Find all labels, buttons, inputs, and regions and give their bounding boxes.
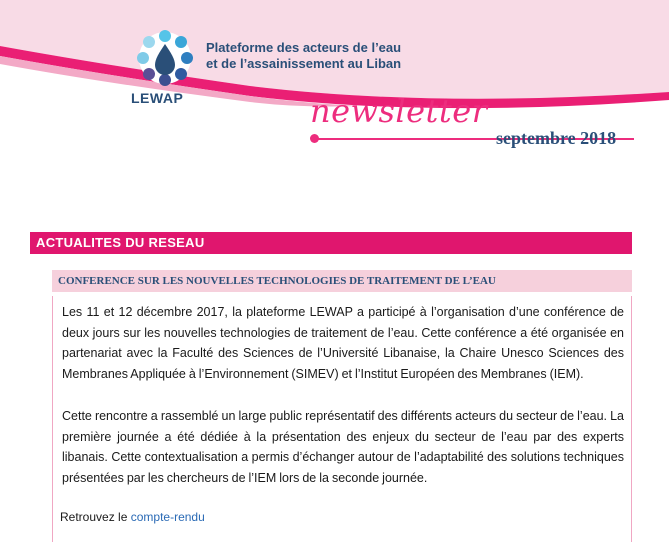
lewap-logo-icon [134,22,196,88]
section-heading: ACTUALITES DU RESEAU [30,232,632,254]
organization-name [206,40,401,72]
newsletter-dot [310,134,319,143]
org-name-line-2: et de l’assainissement au Liban [206,56,402,71]
report-link-line [60,510,205,524]
article-title: CONFERENCE SUR LES NOUVELLES TECHNOLOGIES DE TRAITEMENT DE L’EAU [52,270,632,292]
logo-text: LEWAP [131,90,184,106]
report-link-prefix: Retrouvez le [60,510,128,524]
compte-rendu-link[interactable]: compte-rendu [130,510,205,524]
newsletter-title: newsletter [310,92,488,130]
article-paragraph-2: Cette rencontre a rassemblé un large public représentatif des différents acteurs du secteur de l’eau. La première journée a été dédiée à la présentation des enjeux du secteur de l’eau par des experts libanais. Cette contextualisation a permis d’échanger autour de l’adaptabilité des solutions techniques présentées par les chercheurs de l’IEM lors de la seconde journée. [62,409,624,485]
newsletter-date: septembre 2018 [496,128,617,148]
org-name-line-1: Plateforme des acteurs de l’eau [206,40,402,55]
article-paragraph-1: Les 11 et 12 décembre 2017, la plateforme LEWAP a participé à l’organisation d’une conférence de deux jours sur les nouvelles technologies de traitement de l’eau. Cette conférence a été organisée en partenariat avec la Faculté des Sciences de l’Université Libanaise, la Chaire Unesco Sciences des Membranes Appliquée à l’Environnement (SIMEV) et l’Institut Européen des Membranes (IEM). [62,305,624,381]
